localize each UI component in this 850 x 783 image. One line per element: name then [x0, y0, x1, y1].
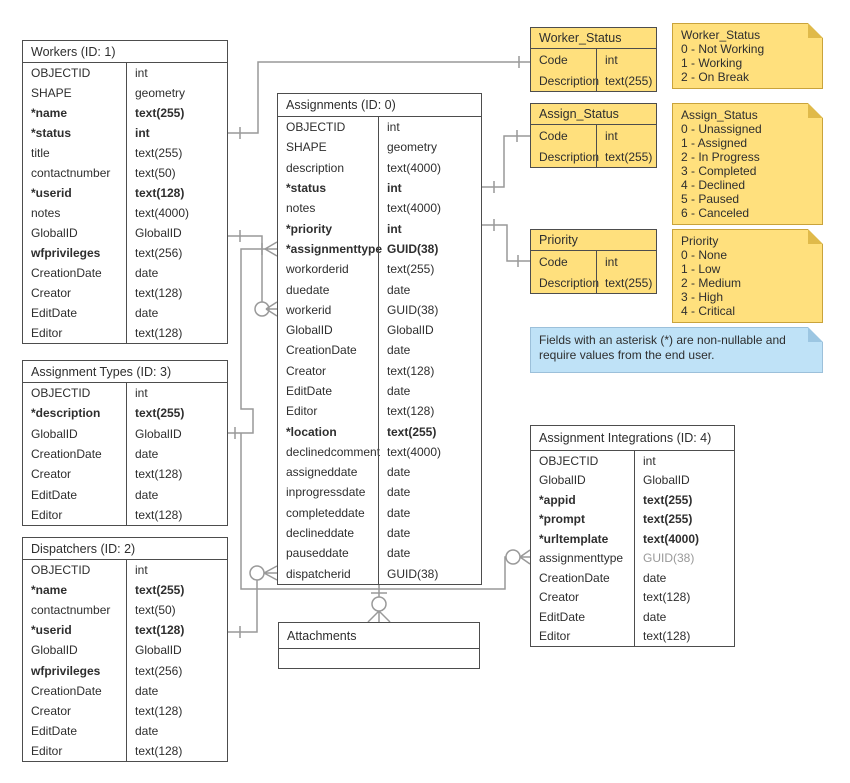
field-type: text(4000) — [378, 442, 481, 462]
table-row — [531, 251, 656, 272]
field-type: geometry — [126, 83, 227, 103]
note-line: 2 - In Progress — [681, 150, 760, 164]
table-row — [23, 721, 227, 741]
field-name: declinedcomment — [286, 444, 381, 459]
field-type: date — [126, 721, 227, 741]
table-row — [278, 421, 481, 441]
field-name: OBJECTID — [539, 453, 599, 468]
field-type: text(128) — [126, 464, 227, 484]
field-name: *name — [31, 583, 68, 598]
table-row — [23, 183, 227, 203]
note-line: 1 - Assigned — [681, 136, 748, 150]
table-row — [278, 482, 481, 502]
field-name: *name — [31, 106, 68, 120]
field-type: text(255) — [596, 70, 656, 91]
field-name: GlobalID — [31, 226, 78, 240]
field-type: GlobalID — [126, 223, 227, 243]
table-row — [278, 442, 481, 462]
table-row — [531, 49, 656, 70]
field-type: date — [126, 263, 227, 283]
field-name: *appid — [539, 492, 576, 507]
field-type: GUID(38) — [378, 300, 481, 320]
table-title: Assign_Status — [531, 104, 656, 125]
field-name: notes — [286, 201, 316, 216]
field-name: assigneddate — [286, 465, 358, 480]
note-line: 4 - Critical — [681, 304, 736, 318]
table-row — [23, 600, 227, 620]
field-name: Creator — [31, 467, 72, 482]
table-title: Worker_Status — [531, 28, 656, 49]
field-type: geometry — [378, 137, 481, 157]
table-row — [531, 568, 734, 588]
table-row — [23, 203, 227, 223]
table-row — [23, 383, 227, 403]
table-row — [23, 403, 227, 423]
field-type: int — [126, 560, 227, 580]
field-type: int — [378, 117, 481, 137]
field-type: GlobalID — [378, 320, 481, 340]
field-type: text(128) — [126, 283, 227, 303]
field-type: date — [126, 484, 227, 504]
field-type: text(128) — [126, 323, 227, 343]
note-worker-status-values — [672, 23, 823, 89]
table-dispatchers — [22, 537, 228, 762]
table-row — [278, 279, 481, 299]
field-type: text(128) — [126, 701, 227, 721]
field-name: Editor — [31, 326, 63, 340]
field-type: text(255) — [126, 143, 227, 163]
table-row — [23, 223, 227, 243]
field-name: EditDate — [539, 609, 586, 624]
field-name: contactnumber — [31, 603, 111, 618]
note-asterisk-callout — [530, 327, 823, 373]
table-row — [278, 564, 481, 584]
field-type: date — [634, 568, 734, 588]
table-row — [278, 178, 481, 198]
table-row — [278, 218, 481, 238]
field-name: Code — [539, 128, 568, 143]
field-type: GUID(38) — [378, 564, 481, 584]
field-type: GlobalID — [126, 424, 227, 444]
table-row — [278, 401, 481, 421]
field-type: text(128) — [634, 588, 734, 608]
table-attachments — [278, 622, 480, 669]
field-name: *prompt — [539, 512, 585, 527]
table-row — [278, 462, 481, 482]
field-name: EditDate — [286, 384, 333, 398]
field-list — [531, 49, 656, 91]
field-type: text(4000) — [378, 158, 481, 178]
note-line: 0 - None — [681, 248, 728, 262]
field-name: SHAPE — [286, 140, 327, 155]
field-type: text(128) — [126, 620, 227, 640]
table-row — [278, 340, 481, 360]
field-name: Editor — [31, 743, 63, 758]
field-list — [531, 251, 656, 293]
field-name: Creator — [31, 703, 72, 718]
field-name: *description — [31, 406, 101, 421]
field-name: title — [31, 146, 50, 160]
field-type: text(4000) — [378, 198, 481, 218]
field-name: SHAPE — [31, 86, 72, 100]
table-assignment-integrations — [530, 425, 735, 647]
table-title: Assignments (ID: 0) — [278, 94, 481, 117]
table-row — [23, 660, 227, 680]
field-type: text(50) — [126, 600, 227, 620]
field-name: pauseddate — [286, 546, 349, 561]
field-name: wfprivileges — [31, 663, 101, 678]
table-title: Dispatchers (ID: 2) — [23, 538, 227, 560]
field-name: inprogressdate — [286, 485, 366, 500]
field-name: GlobalID — [31, 643, 78, 658]
field-type: GlobalID — [634, 471, 734, 491]
note-line: 0 - Not Working — [681, 42, 765, 56]
field-name: description — [286, 160, 345, 175]
field-name: *userid — [31, 623, 72, 638]
note-priority-values — [672, 229, 823, 323]
field-type: date — [634, 607, 734, 627]
field-type: text(50) — [126, 163, 227, 183]
field-list — [23, 383, 227, 525]
field-name: Code — [539, 52, 568, 67]
table-row — [531, 70, 656, 91]
field-name: Code — [539, 254, 568, 269]
table-row — [23, 464, 227, 484]
field-type: date — [378, 543, 481, 563]
field-type: date — [378, 462, 481, 482]
field-type: text(255) — [126, 103, 227, 123]
table-assign-status — [530, 103, 657, 168]
field-type: text(255) — [378, 259, 481, 279]
table-row — [23, 560, 227, 580]
table-row — [278, 137, 481, 157]
table-row — [23, 243, 227, 263]
field-name: EditDate — [31, 723, 78, 738]
field-type: int — [126, 123, 227, 143]
field-name: workerid — [286, 302, 332, 317]
table-row — [278, 259, 481, 279]
field-name: *location — [286, 424, 337, 439]
table-title: Attachments — [279, 623, 479, 649]
connector-assignments-priority — [482, 219, 530, 267]
field-type: text(128) — [126, 505, 227, 525]
field-name: *priority — [286, 221, 333, 236]
field-type: int — [596, 251, 656, 272]
field-type: text(4000) — [634, 529, 734, 549]
table-row — [23, 163, 227, 183]
table-row — [278, 381, 481, 401]
field-name: EditDate — [31, 306, 78, 320]
field-type: text(128) — [634, 627, 734, 647]
connector-workers-assignments — [228, 230, 277, 316]
field-name: Description — [539, 73, 600, 88]
note-line: 5 - Paused — [681, 192, 740, 206]
field-name: EditDate — [31, 487, 78, 502]
field-type: text(128) — [378, 401, 481, 421]
field-name: *assignmenttype — [286, 241, 383, 256]
field-name: CreationDate — [31, 266, 102, 280]
table-row — [23, 123, 227, 143]
table-row — [23, 444, 227, 464]
field-name: Editor — [286, 404, 318, 419]
table-row — [23, 63, 227, 83]
field-name: wfprivileges — [31, 246, 101, 260]
note-assign-status-values — [672, 103, 823, 225]
table-row — [278, 117, 481, 137]
field-type: date — [126, 681, 227, 701]
table-row — [278, 543, 481, 563]
field-type: int — [126, 383, 227, 403]
table-row — [278, 300, 481, 320]
table-row — [531, 607, 734, 627]
table-row — [278, 361, 481, 381]
connector-types-assignments — [228, 242, 277, 439]
field-name: OBJECTID — [31, 386, 91, 401]
field-type: text(256) — [126, 660, 227, 680]
table-row — [23, 741, 227, 761]
table-title: Workers (ID: 1) — [23, 41, 227, 63]
note-line: 4 - Declined — [681, 178, 746, 192]
field-type: int — [634, 451, 734, 471]
note-line: Priority — [681, 234, 719, 248]
field-name: Editor — [539, 629, 571, 644]
field-type: int — [378, 218, 481, 238]
field-list — [278, 117, 481, 584]
field-name: OBJECTID — [31, 66, 91, 80]
field-list — [531, 451, 734, 646]
field-name: duedate — [286, 282, 330, 297]
field-type: date — [126, 303, 227, 323]
table-priority — [530, 229, 657, 294]
table-row — [531, 588, 734, 608]
field-name: completeddate — [286, 505, 365, 520]
note-line: 0 - Unassigned — [681, 122, 762, 136]
field-name: OBJECTID — [31, 563, 91, 578]
field-type: GUID(38) — [378, 239, 481, 259]
table-row — [531, 529, 734, 549]
field-name: CreationDate — [286, 343, 357, 358]
field-type: text(128) — [126, 741, 227, 761]
field-name: Creator — [31, 286, 72, 300]
field-type: text(128) — [126, 183, 227, 203]
field-type: date — [126, 444, 227, 464]
table-workers — [22, 40, 228, 344]
table-row — [531, 549, 734, 569]
table-row — [531, 125, 656, 146]
note-line: 3 - High — [681, 290, 724, 304]
note-line: 1 - Low — [681, 262, 721, 276]
field-type: int — [378, 178, 481, 198]
field-name: contactnumber — [31, 166, 111, 180]
table-row — [23, 701, 227, 721]
field-name: CreationDate — [31, 683, 102, 698]
field-type: text(255) — [378, 421, 481, 441]
field-name: GlobalID — [286, 323, 333, 338]
table-assignments — [277, 93, 482, 585]
table-row — [23, 83, 227, 103]
callout-text: Fields with an asterisk (*) are non-nullable and require values from the end user. — [539, 333, 786, 362]
table-row — [23, 323, 227, 343]
field-name: *userid — [31, 186, 72, 200]
table-row — [23, 103, 227, 123]
note-line: 3 - Completed — [681, 164, 757, 178]
field-name: GlobalID — [539, 473, 586, 488]
field-list — [23, 63, 227, 343]
field-type: GlobalID — [126, 640, 227, 660]
field-name: assignmenttype — [539, 551, 624, 566]
field-type: text(255) — [596, 146, 656, 167]
field-name: *status — [286, 181, 327, 196]
empty-row — [279, 649, 479, 668]
field-type: date — [378, 279, 481, 299]
field-name: Description — [539, 275, 600, 290]
field-name: OBJECTID — [286, 120, 346, 135]
field-name: Editor — [31, 507, 63, 522]
field-name: Creator — [539, 590, 580, 605]
table-row — [278, 523, 481, 543]
table-row — [531, 146, 656, 167]
field-type: text(255) — [126, 403, 227, 423]
field-name: *status — [31, 126, 72, 140]
table-row — [278, 320, 481, 340]
table-assignment-types — [22, 360, 228, 526]
table-row — [531, 471, 734, 491]
field-type: date — [378, 381, 481, 401]
field-type: text(255) — [596, 272, 656, 293]
field-name: notes — [31, 206, 61, 220]
note-line: Assign_Status — [681, 108, 758, 122]
field-name: GlobalID — [31, 426, 78, 441]
table-row — [23, 681, 227, 701]
field-type: text(256) — [126, 243, 227, 263]
field-name: Creator — [286, 363, 327, 378]
field-name: declineddate — [286, 526, 355, 541]
note-line: 2 - On Break — [681, 70, 750, 84]
connector-dispatchers-assignments — [228, 566, 277, 638]
table-row — [531, 510, 734, 530]
field-type: date — [378, 503, 481, 523]
table-row — [531, 490, 734, 510]
field-list — [23, 560, 227, 761]
note-line: 2 - Medium — [681, 276, 742, 290]
field-name: workorderid — [286, 262, 349, 277]
table-row — [23, 143, 227, 163]
field-type: int — [596, 49, 656, 70]
field-type: int — [596, 125, 656, 146]
field-type: int — [126, 63, 227, 83]
field-type: text(128) — [378, 361, 481, 381]
table-row — [23, 505, 227, 525]
table-row — [23, 620, 227, 640]
field-type: text(255) — [126, 580, 227, 600]
table-title: Priority — [531, 230, 656, 251]
table-title: Assignment Integrations (ID: 4) — [531, 426, 734, 451]
table-row — [23, 484, 227, 504]
note-line: Worker_Status — [681, 28, 761, 42]
field-name: dispatcherid — [286, 566, 351, 581]
field-name: Description — [539, 149, 600, 164]
table-worker-status — [530, 27, 657, 92]
table-row — [531, 627, 734, 647]
table-row — [278, 503, 481, 523]
table-row — [23, 303, 227, 323]
field-name: CreationDate — [31, 447, 102, 462]
table-row — [23, 263, 227, 283]
note-line: 1 - Working — [681, 56, 743, 70]
field-type: text(255) — [634, 510, 734, 530]
field-type: text(4000) — [126, 203, 227, 223]
table-row — [278, 158, 481, 178]
field-name: *urltemplate — [539, 531, 609, 546]
table-row — [531, 451, 734, 471]
field-type: date — [378, 340, 481, 360]
field-type: text(255) — [634, 490, 734, 510]
field-type: GUID(38) — [634, 549, 734, 569]
table-row — [278, 239, 481, 259]
table-row — [278, 198, 481, 218]
field-type: date — [378, 523, 481, 543]
note-line: 6 - Canceled — [681, 206, 750, 220]
connector-assignments-assign-status — [482, 130, 530, 193]
field-name: CreationDate — [539, 570, 610, 585]
table-row — [531, 272, 656, 293]
table-row — [23, 580, 227, 600]
table-row — [23, 640, 227, 660]
table-title: Assignment Types (ID: 3) — [23, 361, 227, 383]
field-list — [531, 125, 656, 167]
table-row — [23, 283, 227, 303]
table-row — [23, 424, 227, 444]
field-type: date — [378, 482, 481, 502]
